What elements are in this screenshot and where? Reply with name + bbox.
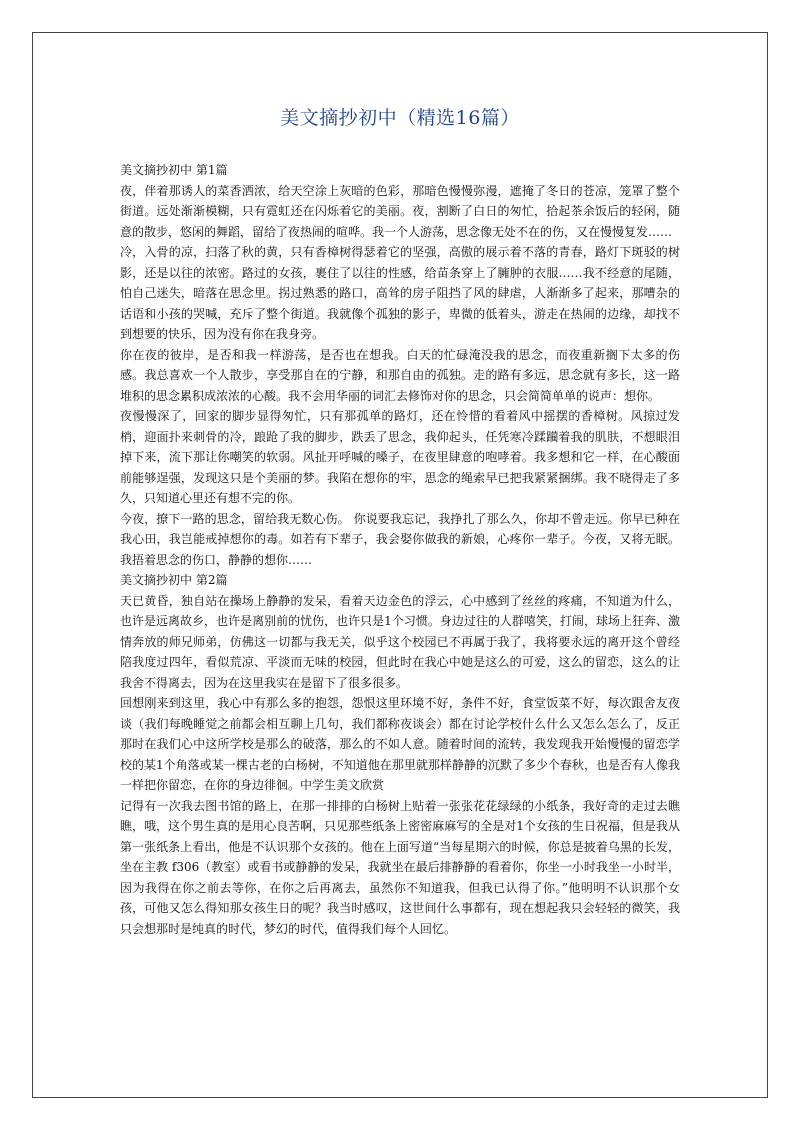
- section-heading: 美文摘抄初中 第1篇: [120, 163, 228, 177]
- paragraph: 今夜，撩下一路的思念，留给我无数心伤。 你说要我忘记，我挣扎了那么久，你却不曾走远。你早已种在我心田，我岂能戒掉想你的毒。如若有下辈子，我会娶你做我的新娘，心疼你一辈子。今夜，又将无眠。我捂着思念的伤口，静静的想你……: [120, 511, 680, 567]
- paragraph: 你在夜的彼岸，是否和我一样游荡，是否也在想我。白天的忙碌淹没我的思念，而夜重新搁下太多的伤感。我总喜欢一个人散步，享受那自在的宁静，和那自由的孤独。走的路有多远，思念就有多长，这一路堆积的思念累积成浓浓的心酸。我不会用华丽的词汇去修饰对你的思念，只会简简单单的说声：想你。: [120, 347, 680, 403]
- section-heading: 美文摘抄初中 第2篇: [120, 573, 228, 587]
- paragraph: 夜慢慢深了，回家的脚步显得匆忙，只有那孤单的路灯，还在怜惜的看着风中摇摆的香樟树。风掠过发梢，迎面扑来刺骨的冷，踉跄了我的脚步，跌丢了思念，我仰起头，任凭寒冷蹂躏着我的肌肤，不想眼泪掉下来，流下那让你嘲笑的软弱。风扯开呼喊的嗓子，在夜里肆意的咆哮着。我多想和它一样，在心酸面前能够逞强，发现这只是个美丽的梦。我陷在想你的牢，思念的绳索早已把我紧紧捆绑。我不晓得走了多久，只知道心里还有想不完的你。: [120, 409, 680, 505]
- paragraph: 回想刚来到这里，我心中有那么多的抱怨，怨恨这里环境不好，条件不好，食堂饭菜不好，每次跟舍友夜谈（我们每晚睡觉之前都会相互聊上几句，我们都称夜谈会）都在讨论学校什么什么又怎么怎么了，反正那时在我们心中这所学校是那么的破落，那么的不如人意。随着时间的流转，我发现我开始慢慢的留恋学校的某1个角落或某一棵古老的白杨树，不知道他在那里就那样静静的沉默了多少个春秋，也是否有人像我一样把你留恋，在你的身边徘徊。中学生美文欣赏: [120, 696, 680, 792]
- paragraph: 夜，伴着那诱人的菜香洒浓，给天空涂上灰暗的色彩，那暗色慢慢弥漫，遮掩了冬日的苍凉，笼罩了整个街道。远处渐渐模糊，只有霓虹还在闪烁着它的美丽。夜，割断了白日的匆忙，拾起茶余饭后的轻闲，随意的散步，悠闲的舞蹈，留给了夜热闹的喧哗。我一个人游荡，思念像无处不在的伤，又在慢慢复发……: [120, 183, 680, 239]
- document-body: [120, 160, 680, 939]
- paragraph: 记得有一次我去图书馆的路上，在那一排排的白杨树上贴着一张张花花绿绿的小纸条，我好奇的走过去瞧瞧，哦，这个男生真的是用心良苦啊，只见那些纸条上密密麻麻写的全是对1个女孩的生日祝福，但是我从第一张纸条上看出，他是不认识那个女孩的。他在上面写道“当每星期六的时候，你总是披着乌黑的长发，坐在主教 f306（教室）或看书或静静的发呆，我就坐在最后排静静的看着你，你坐一小时我坐一小时半，因为我得在你之前去等你，在你之后再离去，虽然你不知道我，但我已认得了你。”他明明不认识那个女孩，可他又怎么得知那女孩生日的呢？我当时感叹，这世间什么事都有，现在想起我只会轻轻的微笑，我只会想那时是纯真的时代，梦幻的时代，值得我们每个人回忆。: [120, 798, 680, 936]
- paragraph: 天已黄昏，独自站在操场上静静的发呆，看着天边金色的浮云，心中感到了丝丝的疼痛，不知道为什么，也许是远离故乡，也许是离别前的忧伤，也许只是1个习惯。身边过往的人群嘻笑，打闹，球场上狂奔、激情奔放的师兄师弟，仿佛这一切都与我无关，似乎这个校园已不再属于我了，我将要永远的离开这个曾经陪我度过四年，看似荒凉、平淡而无味的校园，但此时在我心中她是这么的可爱，这么的留恋，这么的让我舍不得离去，因为在这里我实在是留下了很多很多。: [120, 593, 680, 690]
- document-title: 美文摘抄初中（精选16篇）: [280, 107, 520, 129]
- paragraph: 冷，入骨的凉，扫落了秋的黄，只有香樟树得瑟着它的坚强，高傲的展示着不落的青春，路灯下斑驳的树影，还是以往的浓密。路过的女孩，裹住了以往的性感，给苗条穿上了臃肿的衣服……我不经意的尾随，怕自己迷失，暗落在思念里。拐过熟悉的路口，高耸的房子阻挡了风的肆虐，人渐渐多了起来，那嘈杂的话语和小孩的哭喊，充斥了整个街道。我就像个孤独的影子，卑微的低着头，游走在热闹的边缘，却找不到想要的快乐，因为没有你在我身旁。: [120, 245, 680, 341]
